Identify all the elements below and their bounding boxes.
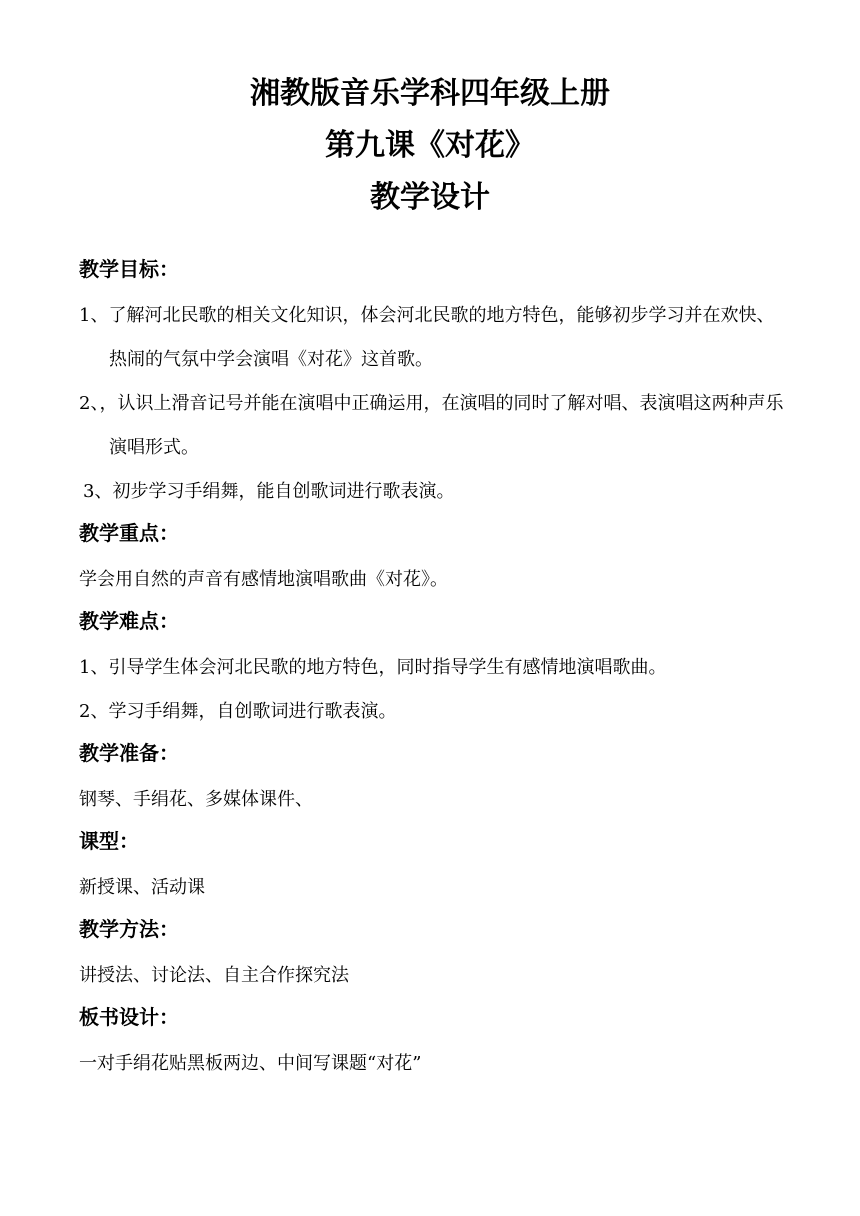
lesson-type-text: 新授课、活动课 <box>79 877 205 898</box>
section-heading-methods: 教学方法： <box>79 917 179 941</box>
title-block <box>0 68 860 224</box>
difficulty-item-1: 1、引导学生体会河北民歌的地方特色，同时指导学生有感情地演唱歌曲。 <box>79 657 667 678</box>
objective-item-2: 2、，认识上滑音记号并能在演唱中正确运用，在演唱的同时了解对唱、表演唱这两种声乐演唱形式。 <box>79 393 784 458</box>
objective-item-3: 3、初步学习手绢舞，能自创歌词进行歌表演。 <box>83 481 455 502</box>
key-points-text: 学会用自然的声音有感情地演唱歌曲《对花》。 <box>79 569 448 590</box>
section-heading-objectives: 教学目标： <box>79 257 179 281</box>
section-heading-difficulties: 教学难点： <box>79 609 179 633</box>
title-line-3: 教学设计 <box>370 180 490 215</box>
board-design-text: 一对手绢花贴黑板两边、中间写课题“对花” <box>79 1053 422 1074</box>
title-line-2: 第九课《对花》 <box>325 128 535 163</box>
objective-item-1: 1、了解河北民歌的相关文化知识，体会河北民歌的地方特色，能够初步学习并在欢快、热闹的气氛中学会演唱《对花》这首歌。 <box>79 305 775 370</box>
methods-text: 讲授法、讨论法、自主合作探究法 <box>79 965 349 986</box>
section-heading-board-design: 板书设计： <box>79 1005 179 1029</box>
section-heading-key-points: 教学重点： <box>79 521 179 545</box>
title-line-1: 湘教版音乐学科四年级上册 <box>250 76 610 111</box>
section-heading-lesson-type: 课型： <box>79 829 139 853</box>
preparation-text: 钢琴、手绢花、多媒体课件、 <box>79 789 313 810</box>
difficulty-item-2: 2、学习手绢舞，自创歌词进行歌表演。 <box>79 701 397 722</box>
section-heading-preparation: 教学准备： <box>79 741 179 765</box>
document-body <box>79 250 784 1086</box>
